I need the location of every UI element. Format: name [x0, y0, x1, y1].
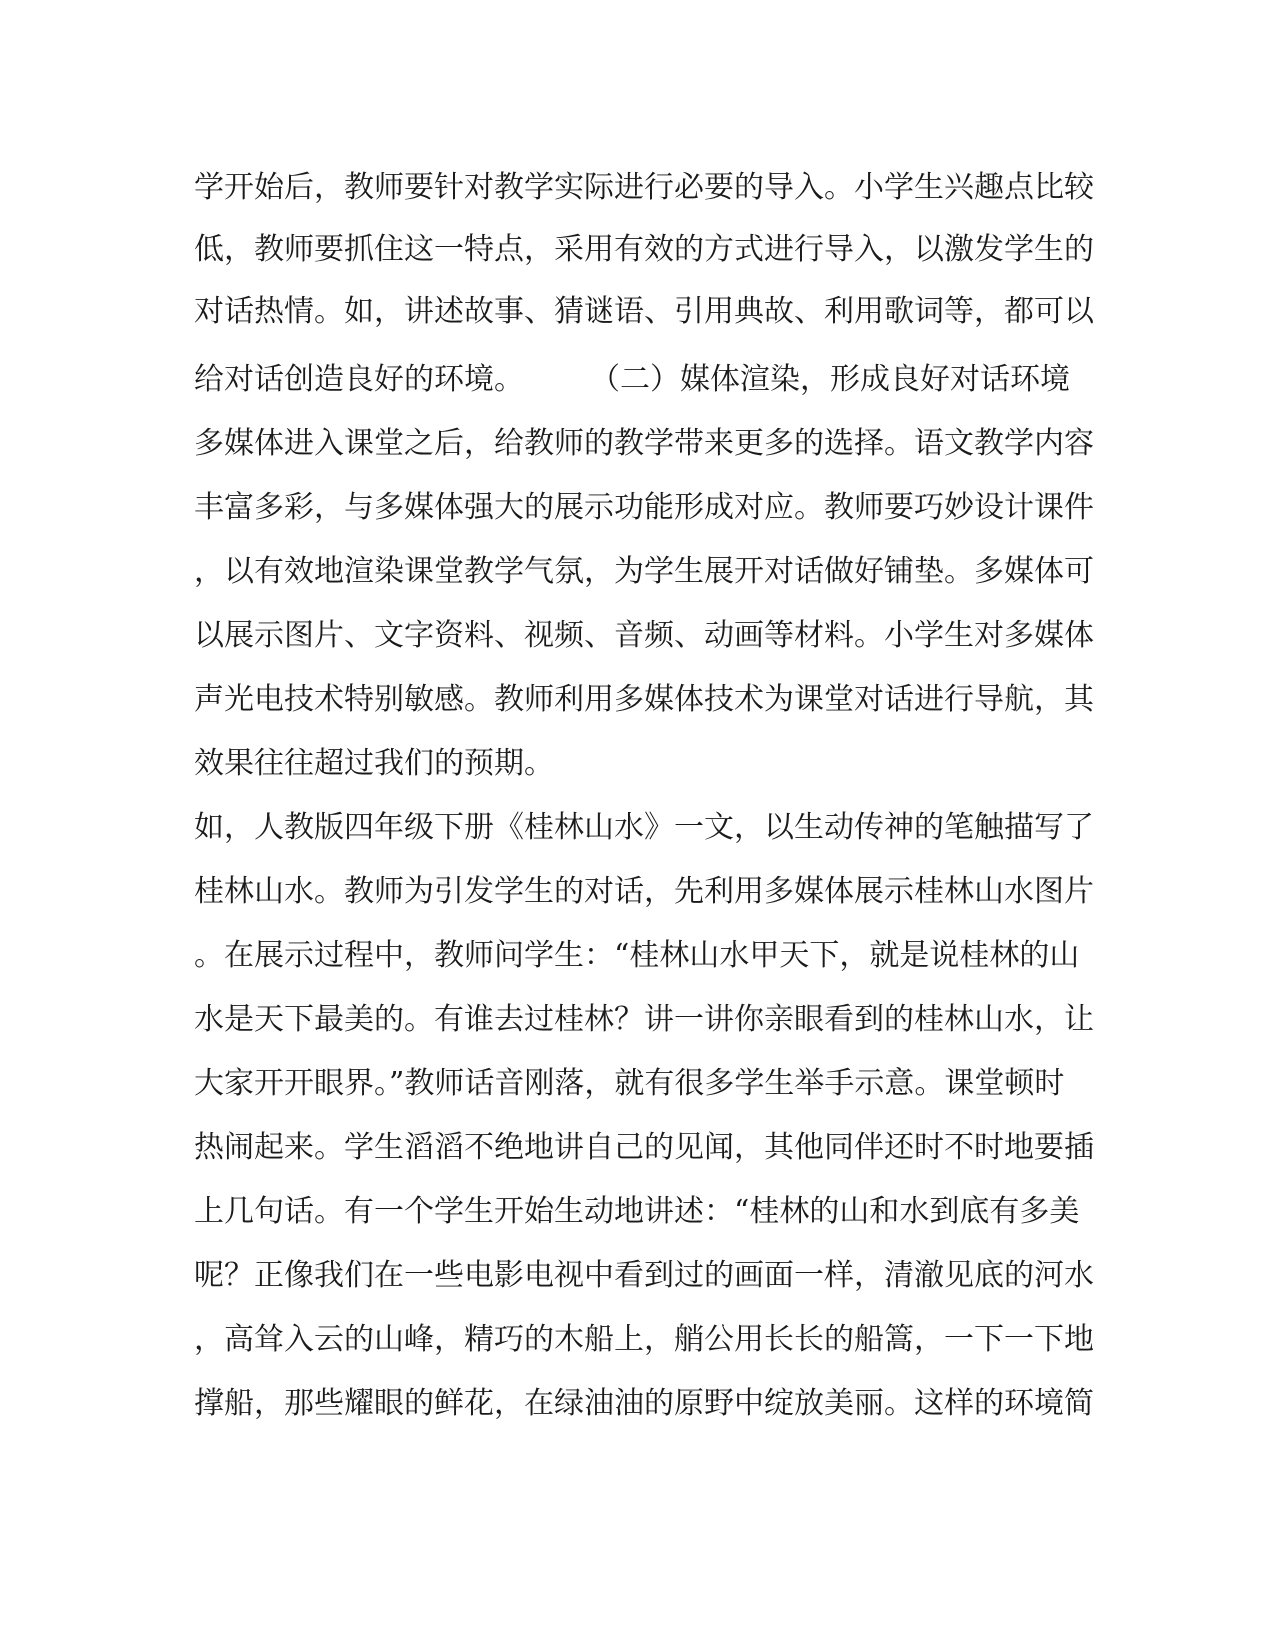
section-heading: （二）媒体渲染，形成良好对话环境	[590, 362, 1070, 397]
text-line: 桂林山水。教师为引发学生的对话，先利用多媒体展示桂林山水图片	[194, 874, 1094, 909]
text-line: ，以有效地渲染课堂教学气氛，为学生展开对话做好铺垫。多媒体可	[194, 554, 1094, 589]
text-line: 声光电技术特别敏感。教师利用多媒体技术为课堂对话进行导航，其	[194, 682, 1094, 717]
text-line: 上几句话。有一个学生开始生动地讲述：“桂林的山和水到底有多美	[194, 1194, 1080, 1229]
text-line: 对话热情。如，讲述故事、猜谜语、引用典故、利用歌词等，都可以	[194, 294, 1094, 329]
text-line: 。在展示过程中，教师问学生：“桂林山水甲天下，就是说桂林的山	[194, 938, 1080, 973]
text-line: 水是天下最美的。有谁去过桂林？讲一讲你亲眼看到的桂林山水，让	[194, 1002, 1094, 1037]
text-line: 以展示图片、文字资料、视频、音频、动画等材料。小学生对多媒体	[194, 618, 1094, 653]
text-line: 丰富多彩，与多媒体强大的展示功能形成对应。教师要巧妙设计课件	[194, 490, 1094, 525]
text-line: 大家开开眼界。”教师话音刚落，就有很多学生举手示意。课堂顿时	[194, 1066, 1065, 1101]
text-line: 低，教师要抓住这一特点，采用有效的方式进行导入，以激发学生的	[194, 232, 1094, 267]
text-line: 给对话创造良好的环境。	[194, 362, 524, 397]
text-line: 多媒体进入课堂之后，给教师的教学带来更多的选择。语文教学内容	[194, 426, 1094, 461]
text-line: 如，人教版四年级下册《桂林山水》一文，以生动传神的笔触描写了	[194, 810, 1094, 845]
text-line: 热闹起来。学生滔滔不绝地讲自己的见闻，其他同伴还时不时地要插	[194, 1130, 1094, 1165]
text-line: ，高耸入云的山峰，精巧的木船上，艄公用长长的船篙，一下一下地	[194, 1322, 1094, 1357]
text-line: 效果往往超过我们的预期。	[194, 746, 554, 781]
text-line: 撑船，那些耀眼的鲜花，在绿油油的原野中绽放美丽。这样的环境简	[194, 1386, 1094, 1421]
text-line: 呢？正像我们在一些电影电视中看到过的画面一样，清澈见底的河水	[194, 1258, 1094, 1293]
text-line: 学开始后，教师要针对教学实际进行必要的导入。小学生兴趣点比较	[194, 170, 1094, 205]
